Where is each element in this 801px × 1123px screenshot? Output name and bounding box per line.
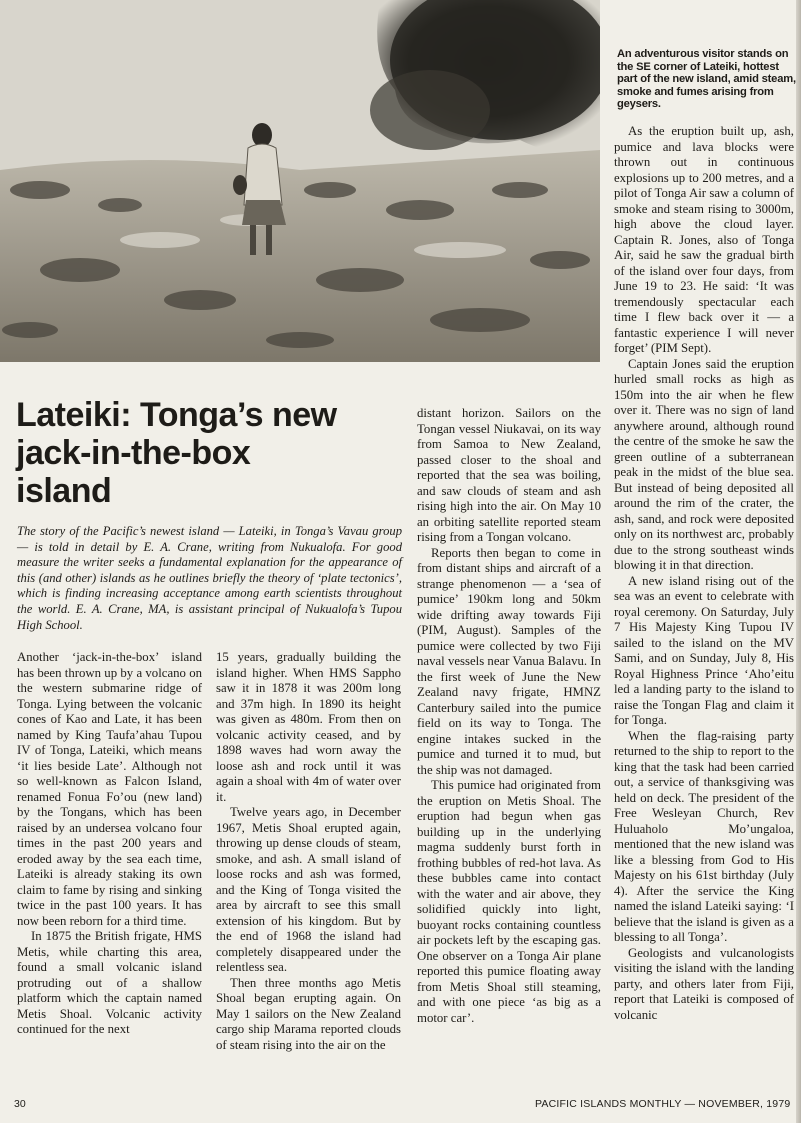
- paragraph: In 1875 the British frigate, HMS Metis, while charting this area, found a small volcanic island protruding out of a shallow platform which the captain named Metis Shoal. Volcanic activity continued for the next: [17, 929, 202, 1036]
- running-footer: PACIFIC ISLANDS MONTHLY — NOVEMBER, 1979: [535, 1098, 791, 1110]
- paragraph: As the eruption built up, ash, pumice and lava blocks were thrown out in continuous explosions up to 200 metres, and a pilot of Tonga Air saw a column of smoke and steam rising to 3000m, high above the cloud layer. Captain R. Jones, also of Tonga Air, said he saw the gradual birth of the island over four days, from June 19 to 23. He said: ‘It was tremendously spectacular each time I flew back over it — a fantastic experience I will never forget’ (PIM Sept).: [614, 124, 794, 355]
- headline-line: jack-in-the-box: [16, 434, 251, 472]
- intro-standfirst: The story of the Pacific’s newest island — Lateiki, in Tonga’s Vavau group — is told in detail by E. A. Crane, writing from Nukualofa. For good measure the writer seeks a fundamental explanation for the appearance of this (and other) islands as he outlines briefly the theory of ‘plate tectonics’, which is finding increasing acceptance among earth scientists throughout the world. E. A. Crane, MA, is assistant principal of Nukualofa’s Tupou High School.: [17, 524, 402, 632]
- column-2: [216, 650, 401, 1053]
- column-4: [614, 124, 794, 1023]
- paragraph: Another ‘jack-in-the-box’ island has been thrown up by a volcano on the western submarine ridge of Tonga. Lying between the volcanic cones of Kao and Late, it has been named by King Taufa’ahau Tupou IV of Tonga, Lateiki, which means ‘it lies beside Late’. Although not so well-known as Falcon Island, renamed Fonua Fo’ou (new land) by the Tongans, which has been raised by an undersea volcano four times in the past 200 years and eroded away by the sea each time, Lateiki is already staking its own claim to fame by rising and sinking twice in the past 100 years. It has now been reborn for a third time.: [17, 650, 202, 928]
- photo-caption: An adventurous visitor stands on the SE corner of Lateiki, hottest part of the new island, amid steam, smoke and fumes arising from geysers.: [617, 48, 796, 111]
- headline: [16, 396, 406, 510]
- paragraph: distant horizon. Sailors on the Tongan vessel Niukavai, on its way from Samoa to New Zealand, passed closer to the shoal and reported that the sea was boiling, and saw clouds of steam and ash rising high into the air. On May 10 an orbiting satellite reported steam rising from a Tongan volcano.: [417, 406, 601, 544]
- paragraph: Then three months ago Metis Shoal began erupting again. On May 1 sailors on the New Zealand cargo ship Marama reported clouds of steam rising into the air on the: [216, 975, 401, 1052]
- cover-photo: [0, 0, 600, 362]
- photo-illustration: [0, 0, 600, 362]
- paragraph: Geologists and vulcanologists visiting the island with the landing party, and others later from Fiji, report that Lateiki is composed of volcanic: [614, 945, 794, 1022]
- page-edge: [796, 0, 801, 1123]
- paragraph: Captain Jones said the eruption hurled small rocks as high as 150m into the air when he flew over it. There was no sign of land anywhere around, although round the centre of the smoke he saw the green outline of a subterranean peak in the midst of the blue sea. But instead of being deposited all around the rim of the crater, the ash, sand, and rock were deposited only on its northwest arc, probably due to the strong southeast winds blowing it in that direction.: [614, 356, 794, 572]
- paragraph: Reports then began to come in from distant ships and aircraft of a strange phenomenon — a ‘sea of pumice’ 190km long and 50km wide drifting away towards Fiji (PIM, August). Samples of the pumice were collected by two Fiji naval vessels near Vanua Balavu. In the first week of June the New Zealand navy frigate, HMNZ Canterbury sailed into the pumice field on its way to Tonga. The engine intakes sucked in the pumice and turned it to mud, but the ship was not damaged.: [417, 545, 601, 777]
- column-1: [17, 650, 202, 1038]
- paragraph: 15 years, gradually building the island higher. When HMS Sappho saw it in 1878 it was 200m long and 37m high. In 1890 its height was given as 480m. From then on volcanic activity ceased, and by 1898 waves had worn away the loose ash and rock until it was again a shoal with 4m of water over it.: [216, 650, 401, 804]
- column-3: [417, 406, 601, 1026]
- paragraph: This pumice had originated from the eruption on Metis Shoal. The eruption had begun when gas building up in the underlying magma suddenly burst forth in frothing bubbles of red-hot lava. As these bubbles came into contact with the water and air above, they solidified quickly into light, buoyant rocks containing countless air pockets left by the escaping gas. One observer on a Tonga Air plane reported this pumice floating away from Metis Shoal still steaming, and with one piece ‘as big as a motor car’.: [417, 778, 601, 1025]
- paragraph: When the flag-raising party returned to the ship to report to the king that the task had been carried out, a service of thanksgiving was held on deck. The president of the Free Wesleyan Church, Rev Huluaholo Mo’ungaloa, mentioned that the new island was like a blessing from God to His Majesty on his 61st birthday (July 4). After the service the King named the island Lateiki saying: ‘I believe that the island is given as a blessing to all Tonga’.: [614, 728, 794, 944]
- page-number: 30: [14, 1098, 26, 1110]
- paragraph: A new island rising out of the sea was an event to celebrate with royal ceremony. On Saturday, July 7 His Majesty King Tupou IV sailed to the island on the MV Sami, and on Sunday, July 8, His Royal Highness Prince ‘Aho’eitu led a landing party to the island to raise the Tongan Flag and claim it for Tonga.: [614, 573, 794, 727]
- headline-line: Lateiki: Tonga’s new: [16, 396, 337, 434]
- headline-line: island: [16, 472, 112, 510]
- paragraph: Twelve years ago, in December 1967, Metis Shoal erupted again, throwing up dense clouds of steam, smoke, and ash. A small island of loose rocks and ash was formed, and the King of Tonga visited the area by aircraft to see this small extension of his kingdom. But by the end of 1968 the island had completely disappeared under the relentless sea.: [216, 805, 401, 974]
